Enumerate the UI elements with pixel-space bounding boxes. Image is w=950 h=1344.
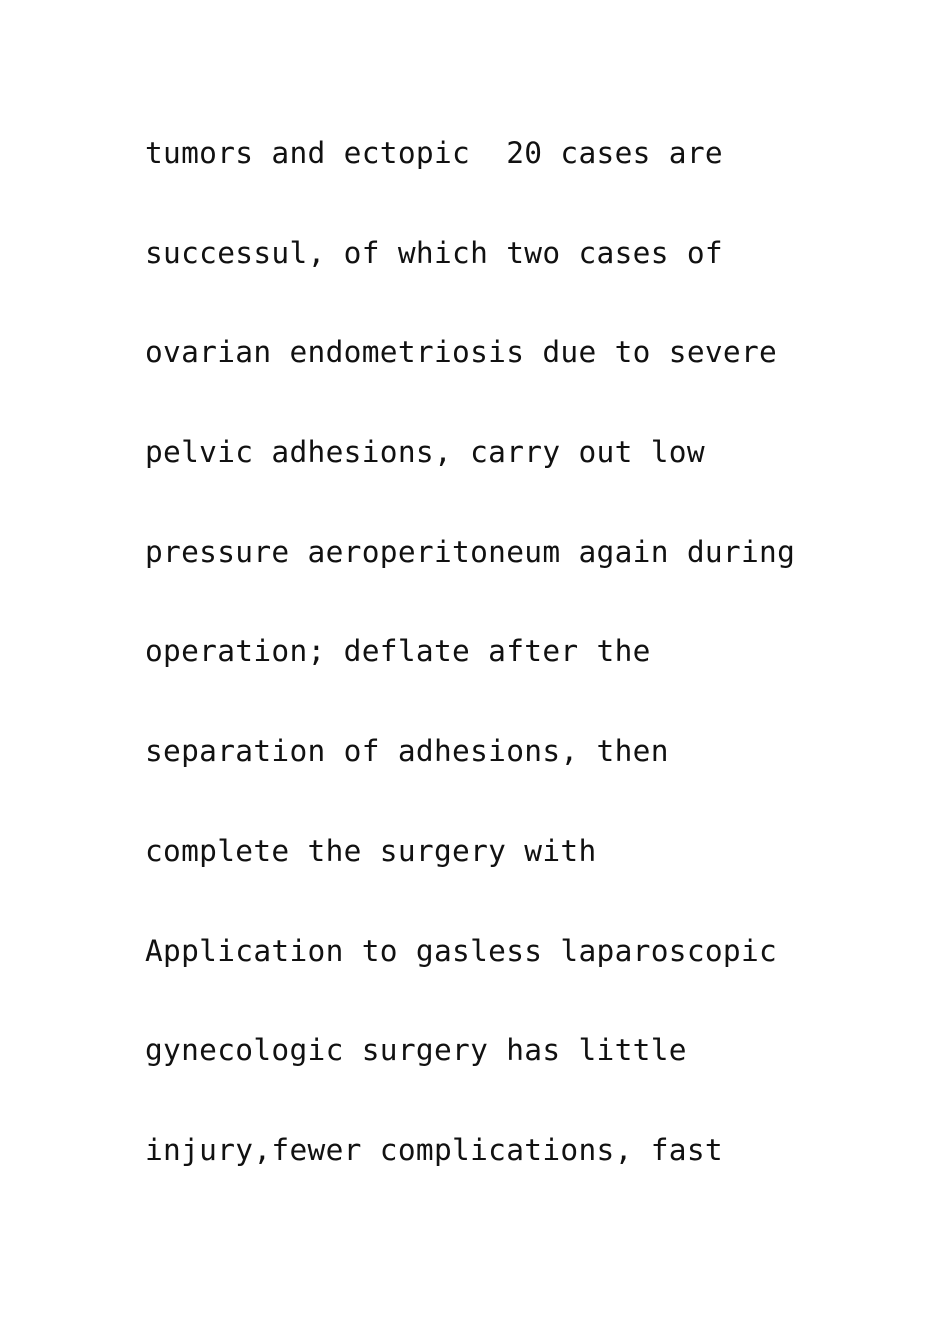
text-line: pelvic adhesions, carry out low <box>145 435 705 470</box>
text-line: Application to gasless laparoscopic <box>145 933 778 968</box>
text-line: injury,fewer complications, fast <box>145 1132 723 1167</box>
text-line: gynecologic surgery has little <box>145 1033 687 1068</box>
text-line: operation; deflate after the <box>145 634 651 669</box>
text-line: complete the surgery with <box>145 833 597 868</box>
text-line: successul, of which two cases of <box>145 235 723 270</box>
text-line: pressure aeroperitoneum again during <box>145 534 796 569</box>
text-line: separation of adhesions, then <box>145 734 669 769</box>
text-line: tumors and ectopic 20 cases are <box>145 136 723 170</box>
text-line: ovarian endometriosis due to severe <box>145 335 778 370</box>
body-text <box>145 127 845 1224</box>
